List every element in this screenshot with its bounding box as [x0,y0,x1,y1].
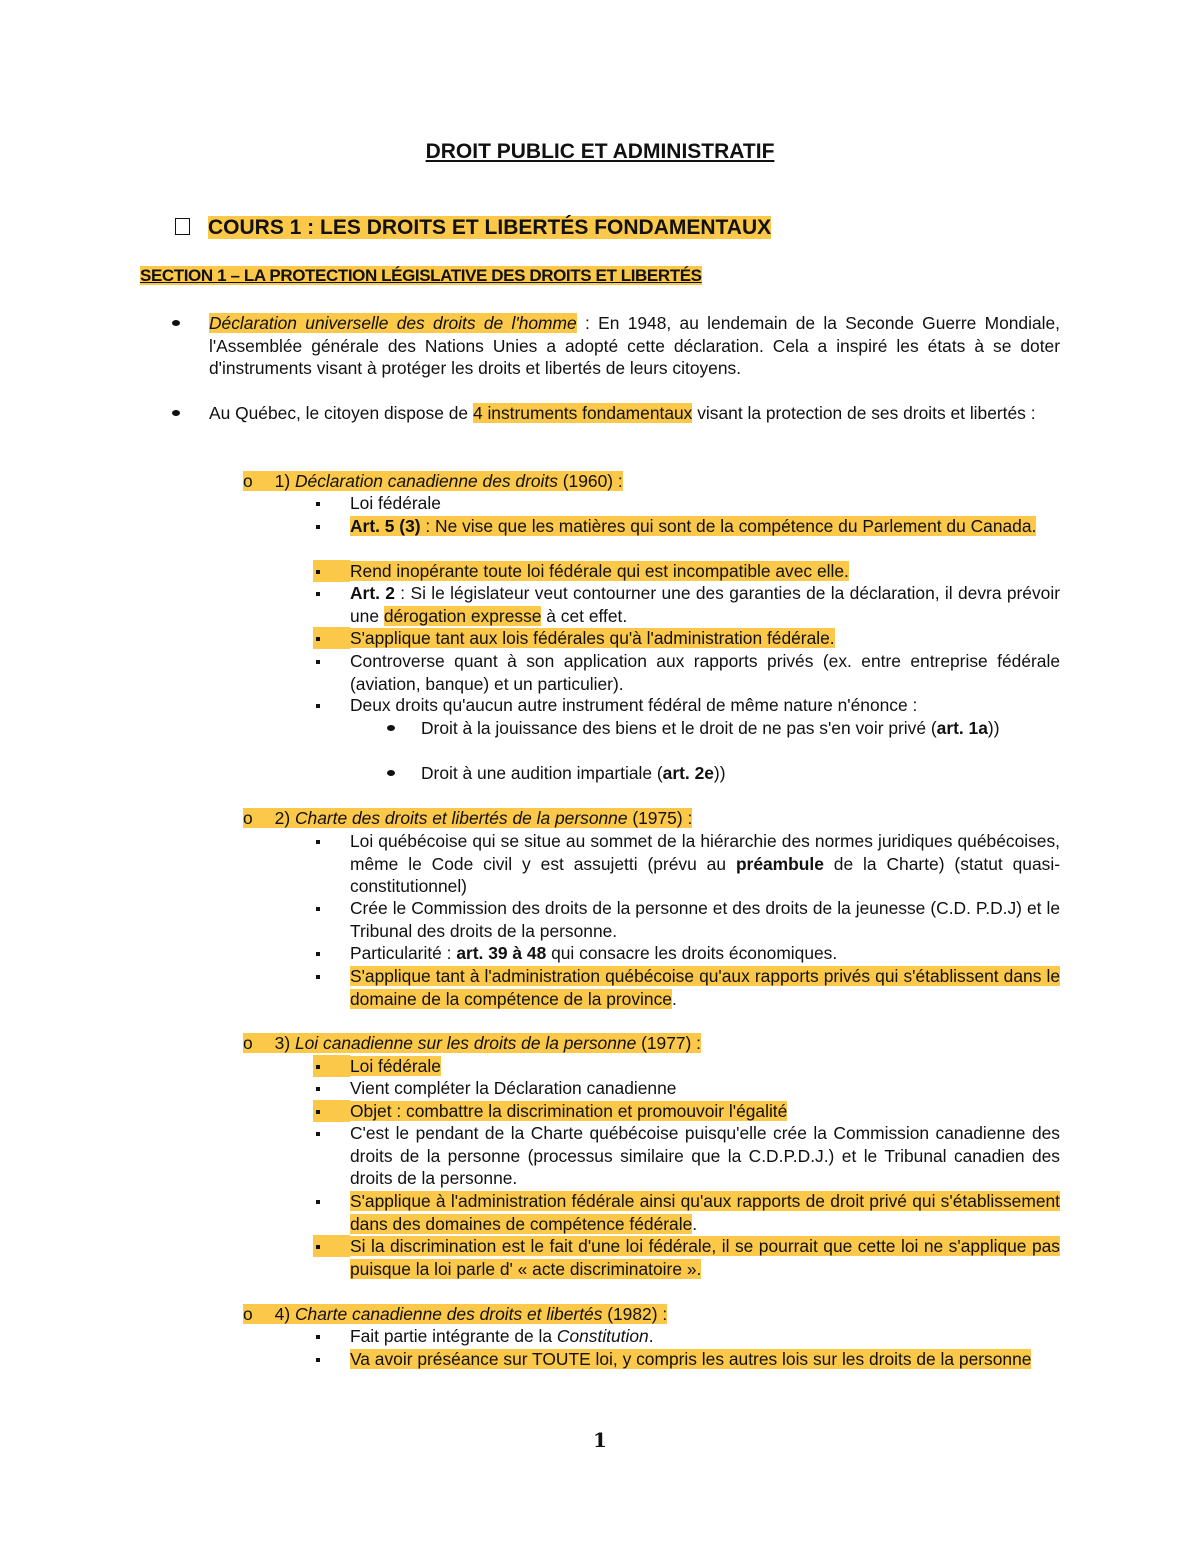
bullet-square-icon [316,1200,320,1204]
bullet-square-icon [316,1132,320,1136]
bullet-square-icon [316,592,320,596]
bullet-square-icon [316,637,320,641]
bullet-dot-icon [387,770,395,776]
instrument-2-heading: o 2) Charte des droits et libertés de la personne (1975) : [243,808,693,828]
bullet-square-icon [316,1087,320,1091]
list-item: Particularité : art. 39 à 48 qui consacre les droits économiques. [350,943,838,963]
list-item: Objet : combattre la discrimination et promouvoir l'égalité [350,1101,788,1121]
sub-list-item: Droit à une audition impartiale (art. 2e)) [421,763,726,783]
bullet-square-icon [316,907,320,911]
list-item: Deux droits qu'aucun autre instrument fédéral de même nature n'énonce : [350,695,918,715]
list-item: Rend inopérante toute loi fédérale qui est incompatible avec elle. [350,561,849,581]
bullet-square-icon [316,525,320,529]
list-item: Fait partie intégrante de la Constitution. [350,1326,654,1346]
bullet-square-icon [316,952,320,956]
page-number: 1 [593,1428,607,1452]
list-item: Crée le Commission des droits de la personne et des droits de la jeunesse (C.D. P.D.J) et le Tribunal des droits de la personne. [350,898,1060,941]
bullet-square-icon [316,1110,320,1114]
bullet-square-icon [316,660,320,664]
list-item: Loi fédérale [350,493,441,513]
list-item: S'applique tant à l'administration québécoise qu'aux rapports privés qui s'établissent dans le domaine de la compétence de la province. [350,966,1060,1009]
bullet-square-icon [316,1335,320,1339]
sub-list-item: Droit à la jouissance des biens et le droit de ne pas s'en voir privé (art. 1a)) [421,718,1000,738]
list-item: Loi québécoise qui se situe au sommet de la hiérarchie des normes juridiques québécoises, même le Code civil y est assujetti (prévu au préambule de la Charte) (statut quasi-constitutionnel) [350,831,1060,896]
list-item: Vient compléter la Déclaration canadienne [350,1078,677,1098]
list-item: C'est le pendant de la Charte québécoise puisqu'elle crée la Commission canadienne des droits de la personne (processus similaire que la C.D.P.D.J.) et le Tribunal canadien des droits de la personne. [350,1123,1060,1188]
list-item: Si la discrimination est le fait d'une loi fédérale, il se pourrait que cette loi ne s'applique pas puisque la loi parle d' « acte discriminatoire ». [350,1236,1060,1279]
instrument-3-heading: o 3) Loi canadienne sur les droits de la personne (1977) : [243,1033,702,1053]
bullet-square-icon [316,570,320,574]
bullet-square-icon [316,1245,320,1249]
bullet-dot-icon [172,320,180,326]
bullet-dot-icon [387,725,395,731]
list-item: Loi fédérale [350,1056,441,1076]
instrument-4-heading: o 4) Charte canadienne des droits et libertés (1982) : [243,1304,668,1324]
bullet-square-icon [316,704,320,708]
list-item: Art. 2 : Si le législateur veut contourner une des garanties de la déclaration, il devra prévoir une dérogation expresse à cet effet. [350,583,1060,626]
bullet-square-icon [316,840,320,844]
list-item: Controverse quant à son application aux rapports privés (ex. entre entreprise fédérale (aviation, banque) et un particulier). [350,651,1060,694]
course-heading: COURS 1 : LES DROITS ET LIBERTÉS FONDAMENTAUX [175,216,771,240]
bullet-square-icon [316,1358,320,1362]
instrument-1-heading: o 1) Déclaration canadienne des droits (1960) : [243,471,623,491]
bullet-square-icon [316,502,320,506]
document-title: DROIT PUBLIC ET ADMINISTRATIF [425,140,775,163]
checkbox-icon [175,218,190,235]
paragraph-quebec-instruments: Au Québec, le citoyen dispose de 4 instruments fondamentaux visant la protection de ses droits et libertés : [209,403,1036,423]
bullet-square-icon [316,1065,320,1069]
list-item: Art. 5 (3) : Ne vise que les matières qui sont de la compétence du Parlement du Canada. [350,516,1037,536]
bullet-square-icon [316,975,320,979]
bullet-dot-icon [172,410,180,416]
list-item: S'applique tant aux lois fédérales qu'à l'administration fédérale. [350,628,835,648]
section-heading: SECTION 1 – LA PROTECTION LÉGISLATIVE DES DROITS ET LIBERTÉS [140,266,702,285]
list-item: Va avoir préséance sur TOUTE loi, y compris les autres lois sur les droits de la personne [350,1349,1032,1369]
list-item: S'applique à l'administration fédérale ainsi qu'aux rapports de droit privé qui s'établissement dans des domaines de compétence fédérale. [350,1191,1060,1234]
paragraph-udhr: Déclaration universelle des droits de l'homme : En 1948, au lendemain de la Seconde Guerre Mondiale, l'Assemblée générale des Nations Unies a adopté cette déclaration. Cela a inspiré les états à se doter d'instruments visant à protéger les droits et libertés de leurs citoyens. [209,313,1061,378]
